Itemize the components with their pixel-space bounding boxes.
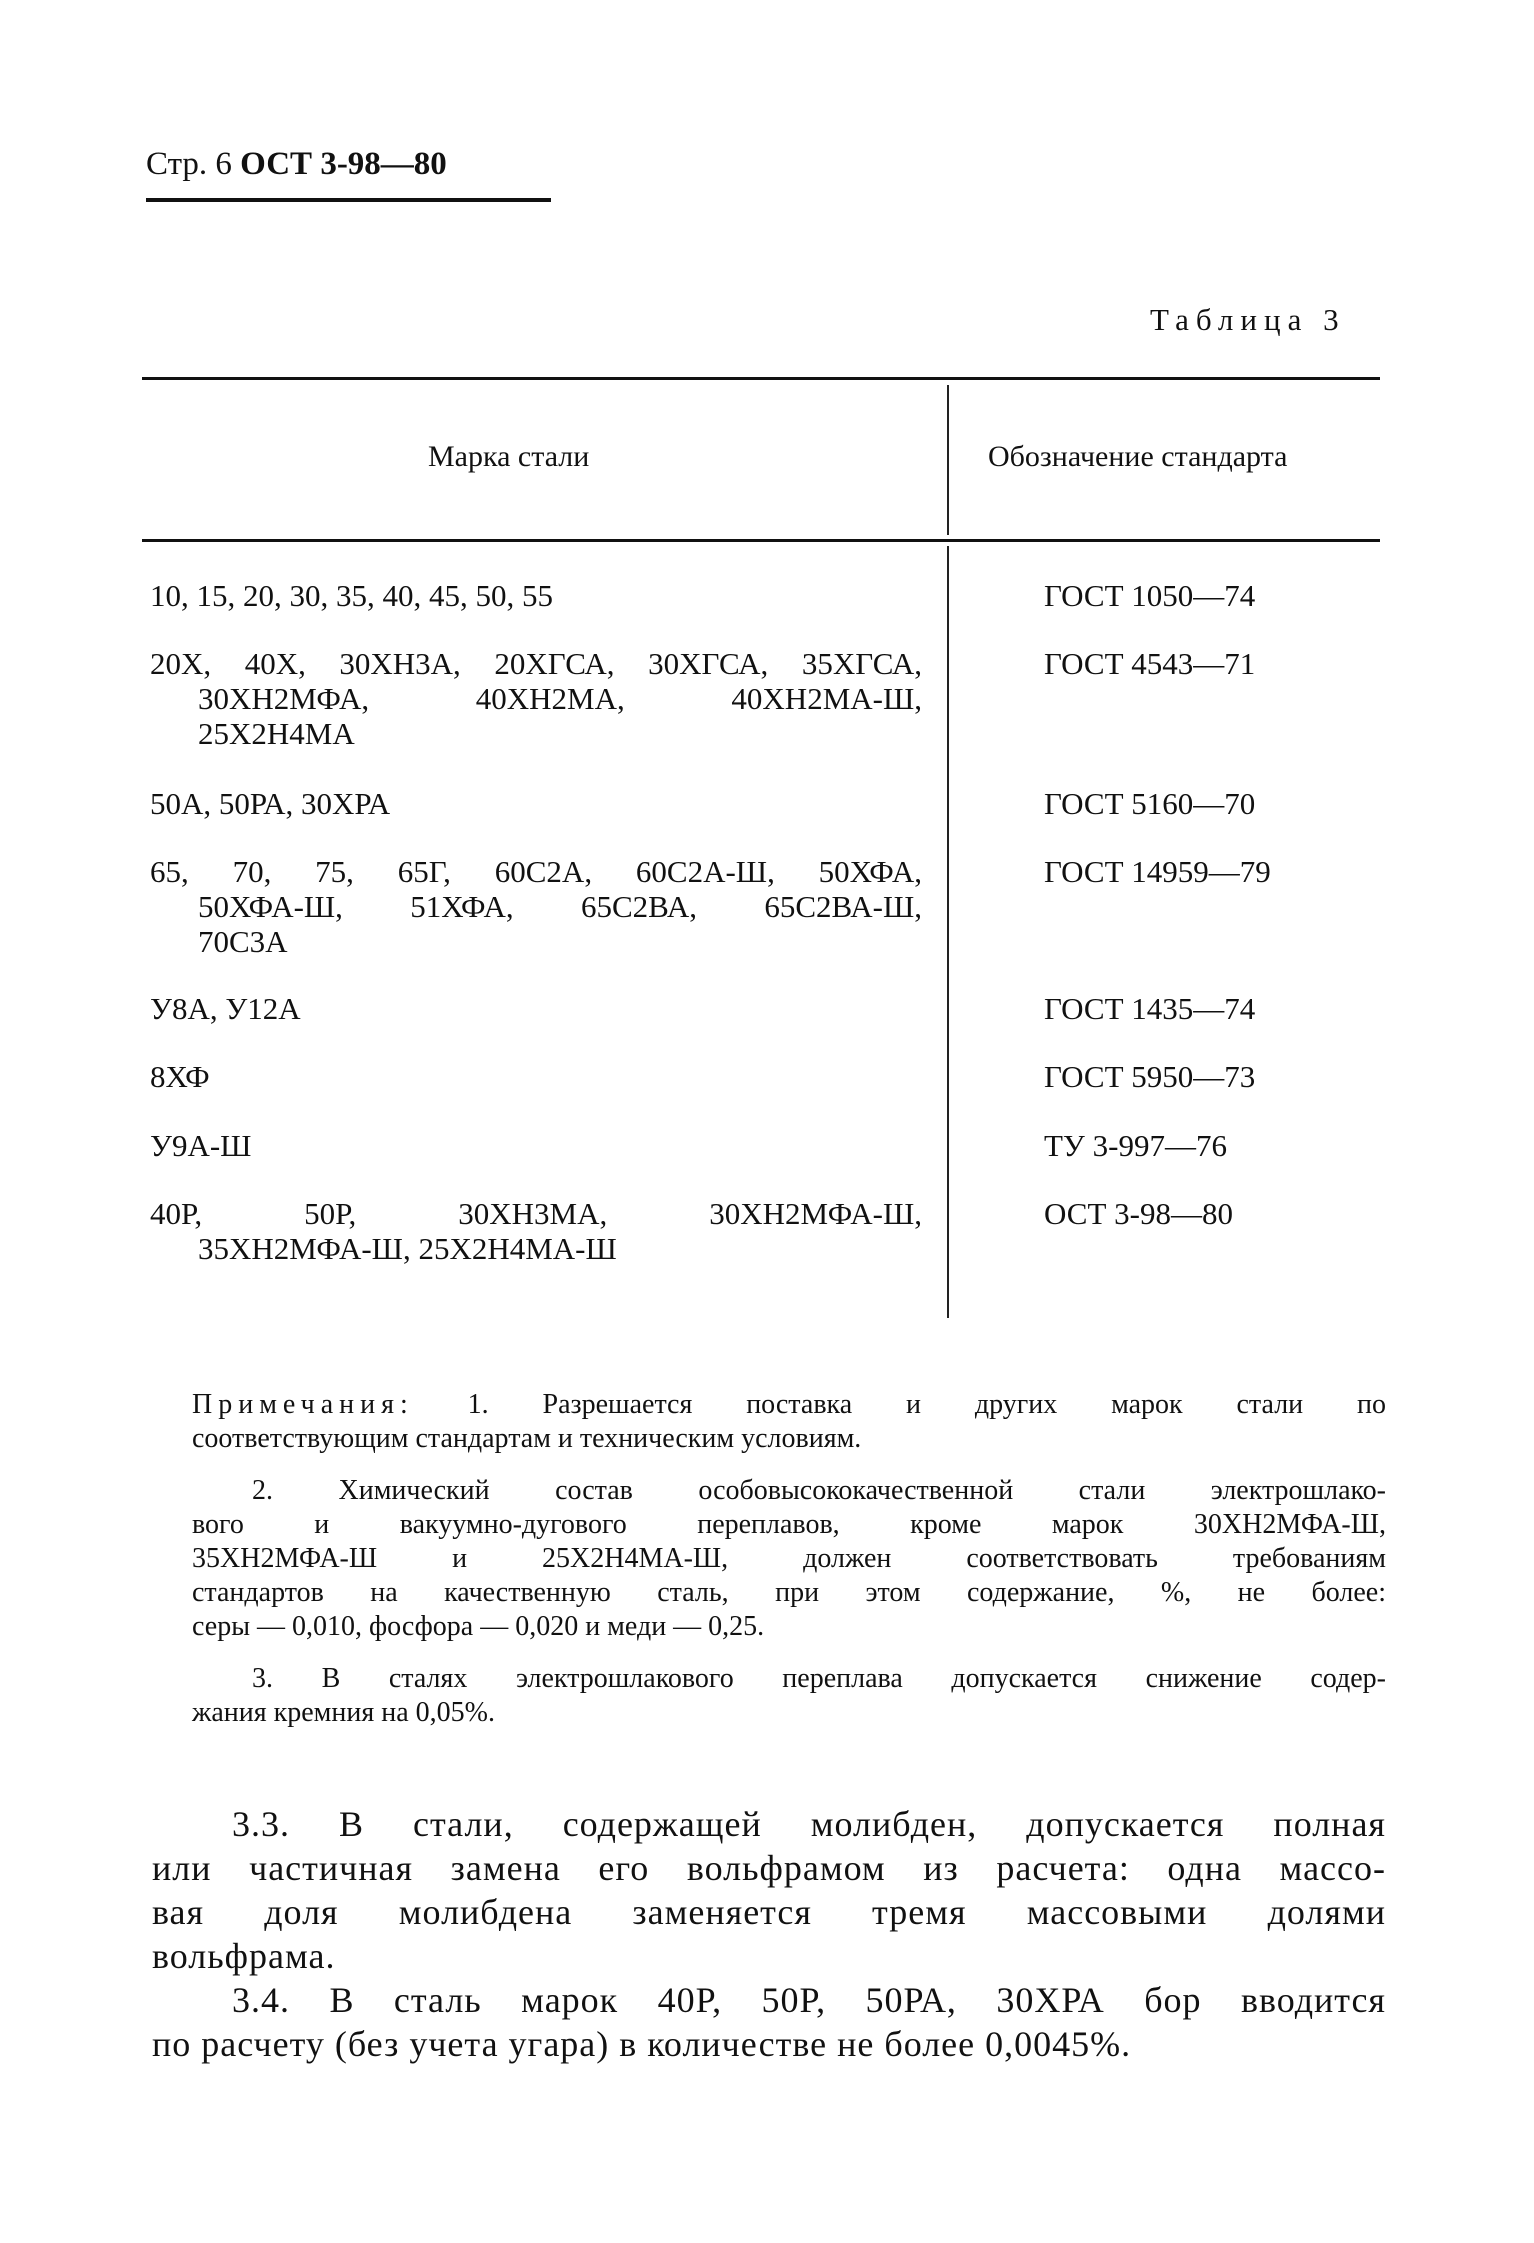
steel-grades-line: У9А-Ш xyxy=(150,1128,252,1163)
table-caption: Таблица 3 xyxy=(1150,302,1346,337)
steel-grades-line: У8А, У12А xyxy=(150,991,301,1026)
steel-grades-cell xyxy=(150,854,922,959)
standard-cell: ГОСТ 5160—70 xyxy=(1044,786,1256,821)
table-top-rule xyxy=(142,377,1380,380)
note-item xyxy=(192,1474,1386,1644)
note-line: вого и вакуумно-дугового переплавов, кроме марок 30ХН2МФА-Ш, xyxy=(192,1509,1386,1540)
column-header-grade: Марка стали xyxy=(428,440,590,473)
table-header-rule xyxy=(142,539,1380,542)
paragraph-line: 3.4. В сталь марок 40Р, 50Р, 50РА, 30ХРА бор вводится xyxy=(232,1980,1386,2020)
column-header-standard: Обозначение стандарта xyxy=(988,440,1288,473)
column-divider-body xyxy=(947,546,949,1318)
note-item xyxy=(192,1662,1386,1730)
steel-grades-line: 30ХН2МФА, 40ХН2МА, 40ХН2МА-Ш, xyxy=(198,681,922,716)
standard-cell: ГОСТ 14959—79 xyxy=(1044,854,1271,889)
steel-grades-line: 40Р, 50Р, 30ХН3МА, 30ХН2МФА-Ш, xyxy=(150,1196,922,1231)
standard-cell: ГОСТ 5950—73 xyxy=(1044,1059,1256,1094)
steel-grades-line: 20Х, 40Х, 30ХН3А, 20ХГСА, 30ХГСА, 35ХГСА, xyxy=(150,646,922,681)
steel-grades-line: 10, 15, 20, 30, 35, 40, 45, 50, 55 xyxy=(150,578,553,613)
steel-grades-cell xyxy=(150,1128,922,1163)
notes xyxy=(192,1388,1386,1748)
note-text: 1. Разрешается поставка и других марок стали по xyxy=(467,1389,1386,1420)
note-item xyxy=(192,1388,1386,1456)
steel-grades-line: 65, 70, 75, 65Г, 60С2А, 60С2А-Ш, 50ХФА, xyxy=(150,854,922,889)
notes-label: Примечания: xyxy=(192,1389,414,1420)
steel-grades-line: 8ХФ xyxy=(150,1059,210,1094)
steel-grades-cell xyxy=(150,786,922,821)
note-line: 35ХН2МФА-Ш и 25Х2Н4МА-Ш, должен соответствовать требованиям xyxy=(192,1543,1386,1574)
standard-cell: ОСТ 3-98—80 xyxy=(1044,1196,1233,1231)
steel-grades-line: 70С3А xyxy=(198,924,288,959)
steel-grades-cell xyxy=(150,991,922,1026)
page-number: Стр. 6 xyxy=(146,146,232,182)
steel-grades-line: 35ХН2МФА-Ш, 25Х2Н4МА-Ш xyxy=(198,1231,617,1266)
steel-grades-line: 50А, 50РА, 30ХРА xyxy=(150,786,391,821)
standard-cell: ГОСТ 4543—71 xyxy=(1044,646,1256,681)
header-rule xyxy=(146,198,551,202)
note-line: стандартов на качественную сталь, при этом содержание, %, не более: xyxy=(192,1577,1386,1608)
steel-grades-cell xyxy=(150,1059,922,1094)
steel-grades-cell xyxy=(150,578,922,613)
note-line: соответствующим стандартам и техническим условиям. xyxy=(192,1423,862,1454)
document-code: ОСТ 3-98—80 xyxy=(240,146,447,182)
paragraph xyxy=(152,1978,1386,2066)
column-divider-header xyxy=(947,385,949,535)
note-line: 2. Химический состав особовысококачественной стали электрошлако- xyxy=(252,1475,1386,1506)
steel-grades-line: 50ХФА-Ш, 51ХФА, 65С2ВА, 65С2ВА-Ш, xyxy=(198,889,922,924)
steel-grades-cell xyxy=(150,646,922,751)
body-paragraphs xyxy=(152,1802,1386,2066)
note-line xyxy=(192,1388,1386,1422)
standard-cell: ГОСТ 1435—74 xyxy=(1044,991,1256,1026)
note-line: серы — 0,010, фосфора — 0,020 и меди — 0,25. xyxy=(192,1611,765,1642)
paragraph xyxy=(152,1802,1386,1978)
steel-grades-cell xyxy=(150,1196,922,1266)
paragraph-line: 3.3. В стали, содержащей молибден, допускается полная xyxy=(232,1804,1386,1844)
steel-grades-line: 25Х2Н4МА xyxy=(198,716,355,751)
paragraph-line: вольфрама. xyxy=(152,1936,336,1976)
paragraph-line: вая доля молибдена заменяется тремя массовыми долями xyxy=(152,1892,1386,1932)
standard-cell: ТУ 3-997—76 xyxy=(1044,1128,1227,1163)
running-header xyxy=(146,146,447,183)
paragraph-line: по расчету (без учета угара) в количестве не более 0,0045%. xyxy=(152,2024,1132,2064)
note-line: жания кремния на 0,05%. xyxy=(192,1697,495,1728)
note-line: 3. В сталях электрошлакового переплава допускается снижение содер- xyxy=(252,1663,1386,1694)
paragraph-line: или частичная замена его вольфрамом из расчета: одна массо- xyxy=(152,1848,1386,1888)
standard-cell: ГОСТ 1050—74 xyxy=(1044,578,1256,613)
